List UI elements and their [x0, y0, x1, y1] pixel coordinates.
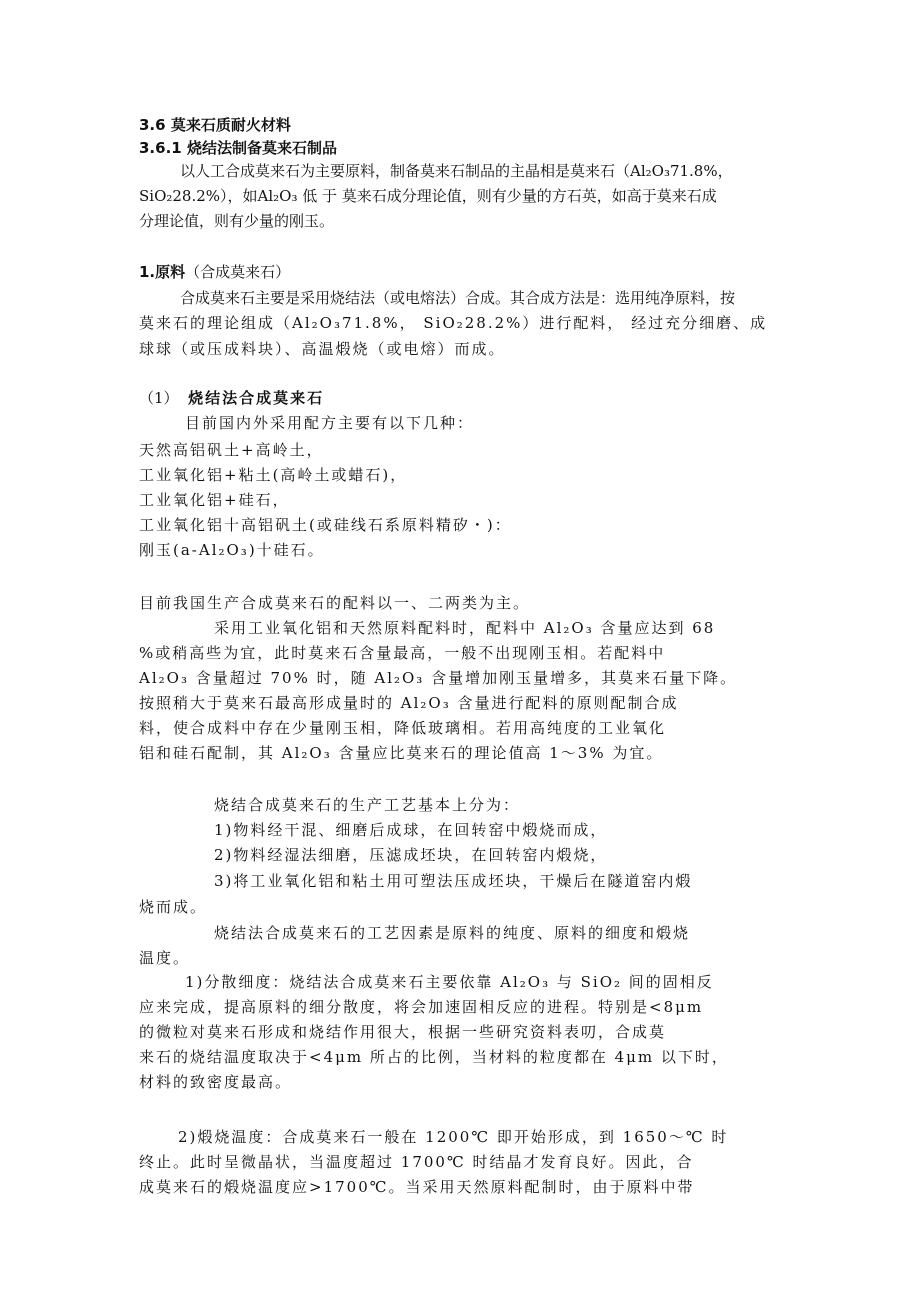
paragraph-line-1: 采用工业氧化铝和天然原料配料时，配料中 Al₂O₃ 含量应达到 68: [214, 619, 716, 637]
process-tail: 烧而成。: [139, 898, 208, 916]
process-intro: 烧结合成莫来石的生产工艺基本上分为：: [214, 796, 521, 814]
sintering-heading-number: （1）: [139, 389, 179, 407]
paragraph-line-6: 铝和硅石配制，其 Al₂O₃ 含量应比莫来石的理论值高 1～3% 为宜。: [139, 744, 664, 762]
fineness-line-5: 材料的致密度最高。: [139, 1073, 293, 1091]
sintering-heading: [139, 388, 324, 408]
paragraph-line-2: %或稍高些为宜，此时莫来石含量最高，一般不出现刚玉相。若配料中: [139, 644, 666, 662]
formula-3: 工业氧化铝+硅石，: [139, 491, 290, 509]
formula-5: 刚玉(a-Al₂O₃)十硅石。: [139, 541, 325, 559]
section-title: 莫来石质耐火材料: [170, 116, 291, 134]
section-number: 3.6: [139, 116, 166, 134]
formula-4: 工业氧化铝十高铝矾土(或硅线石系原料精矽・)：: [139, 516, 512, 534]
subsection-number: 3.6.1: [139, 139, 182, 157]
section-heading: [139, 115, 291, 135]
sintering-heading-title: 烧结法合成莫来石: [188, 389, 325, 407]
fineness-line-1: 1)分散细度：烧结法合成莫来石主要依靠 Al₂O₃ 与 SiO₂ 间的固相反: [185, 973, 714, 991]
process-step-3: 3)将工业氧化铝和粘土用可塑法压成坯块，干燥后在隧道窑内煅: [214, 872, 693, 890]
process-step-2: 2)物料经湿法细磨，压滤成坯块，在回转窑内煅烧，: [214, 846, 608, 864]
fineness-line-2: 应来完成，提高原料的细分散度，将会加速固相反应的进程。特别是<8μm: [139, 998, 704, 1016]
factors-line-2: 温度。: [139, 949, 191, 967]
factors-line-1: 烧结法合成莫来石的工艺因素是原料的纯度、原料的细度和煅烧: [214, 924, 691, 942]
raw-materials-heading-label: 1.原料: [139, 263, 186, 281]
formula-intro: 目前国内外采用配方主要有以下几种：: [185, 414, 475, 432]
intro-line-2: SiO₂28.2%），如Al₂O₃ 低 于 莫来石成分理论值，则有少量的方石英，如高于莫来石成: [139, 187, 717, 205]
formula-1: 天然高铝矾土+高岭土，: [139, 441, 324, 459]
subsection-title: 烧结法制备莫来石制品: [186, 139, 337, 157]
raw-materials-line-3: 球球（或压成料块）、高温煅烧（或电熔）而成。: [139, 340, 506, 358]
temperature-line-2: 终止。此时呈微晶状，当温度超过 1700℃ 时结晶才发育良好。因此，合: [139, 1153, 694, 1171]
process-step-1: 1)物料经干混、细磨后成球，在回转窑中煅烧而成，: [214, 821, 608, 839]
raw-materials-heading-note: （合成莫来石）: [185, 263, 291, 281]
paragraph-line-4: 按照稍大于莫来石最高形成量时的 Al₂O₃ 含量进行配料的原则配制合成: [139, 694, 679, 712]
temperature-line-1: 2)煅烧温度：合成莫来石一般在 1200℃ 即开始形成，到 1650～℃ 时: [178, 1128, 729, 1146]
summary-line: 目前我国生产合成莫来石的配料以一、二两类为主。: [139, 594, 531, 612]
raw-materials-line-2: 莫来石的理论组成（Al₂O₃71.8%， SiO₂28.2%）进行配料， 经过充分细磨、成: [139, 314, 768, 332]
fineness-line-4: 来石的烧结温度取决于<4μm 所占的比例，当材料的粒度都在 4μm 以下时，: [139, 1048, 729, 1066]
fineness-line-3: 的微粒对莫来石形成和烧结作用很大，根据一些研究资料表叨，合成莫: [139, 1023, 667, 1041]
intro-line-1: 以人工合成莫来石为主要原料，制备莫来石制品的主晶相是莫来石（Al₂O₃71.8%，: [180, 162, 733, 180]
temperature-line-3: 成莫来石的煅烧温度应>1700℃。当采用天然原料配制时，由于原料中带: [139, 1178, 695, 1196]
paragraph-line-3: Al₂O₃ 含量超过 70% 时，随 Al₂O₃ 含量增加刚玉量增多，其莫来石量下降。: [139, 669, 738, 687]
raw-materials-heading: [139, 262, 290, 282]
formula-2: 工业氧化铝+粘土(高岭土或蜡石)，: [139, 466, 408, 484]
subsection-heading: [139, 138, 337, 158]
intro-line-3: 分理论值，则有少量的刚玉。: [139, 212, 335, 230]
paragraph-line-5: 料，使合成料中存在少量刚玉相，降低玻璃相。若用高纯度的工业氧化: [139, 719, 667, 737]
raw-materials-line-1: 合成莫来石主要是采用烧结法（或电熔法）合成。其合成方法是：选用纯净原料，按: [180, 289, 736, 307]
